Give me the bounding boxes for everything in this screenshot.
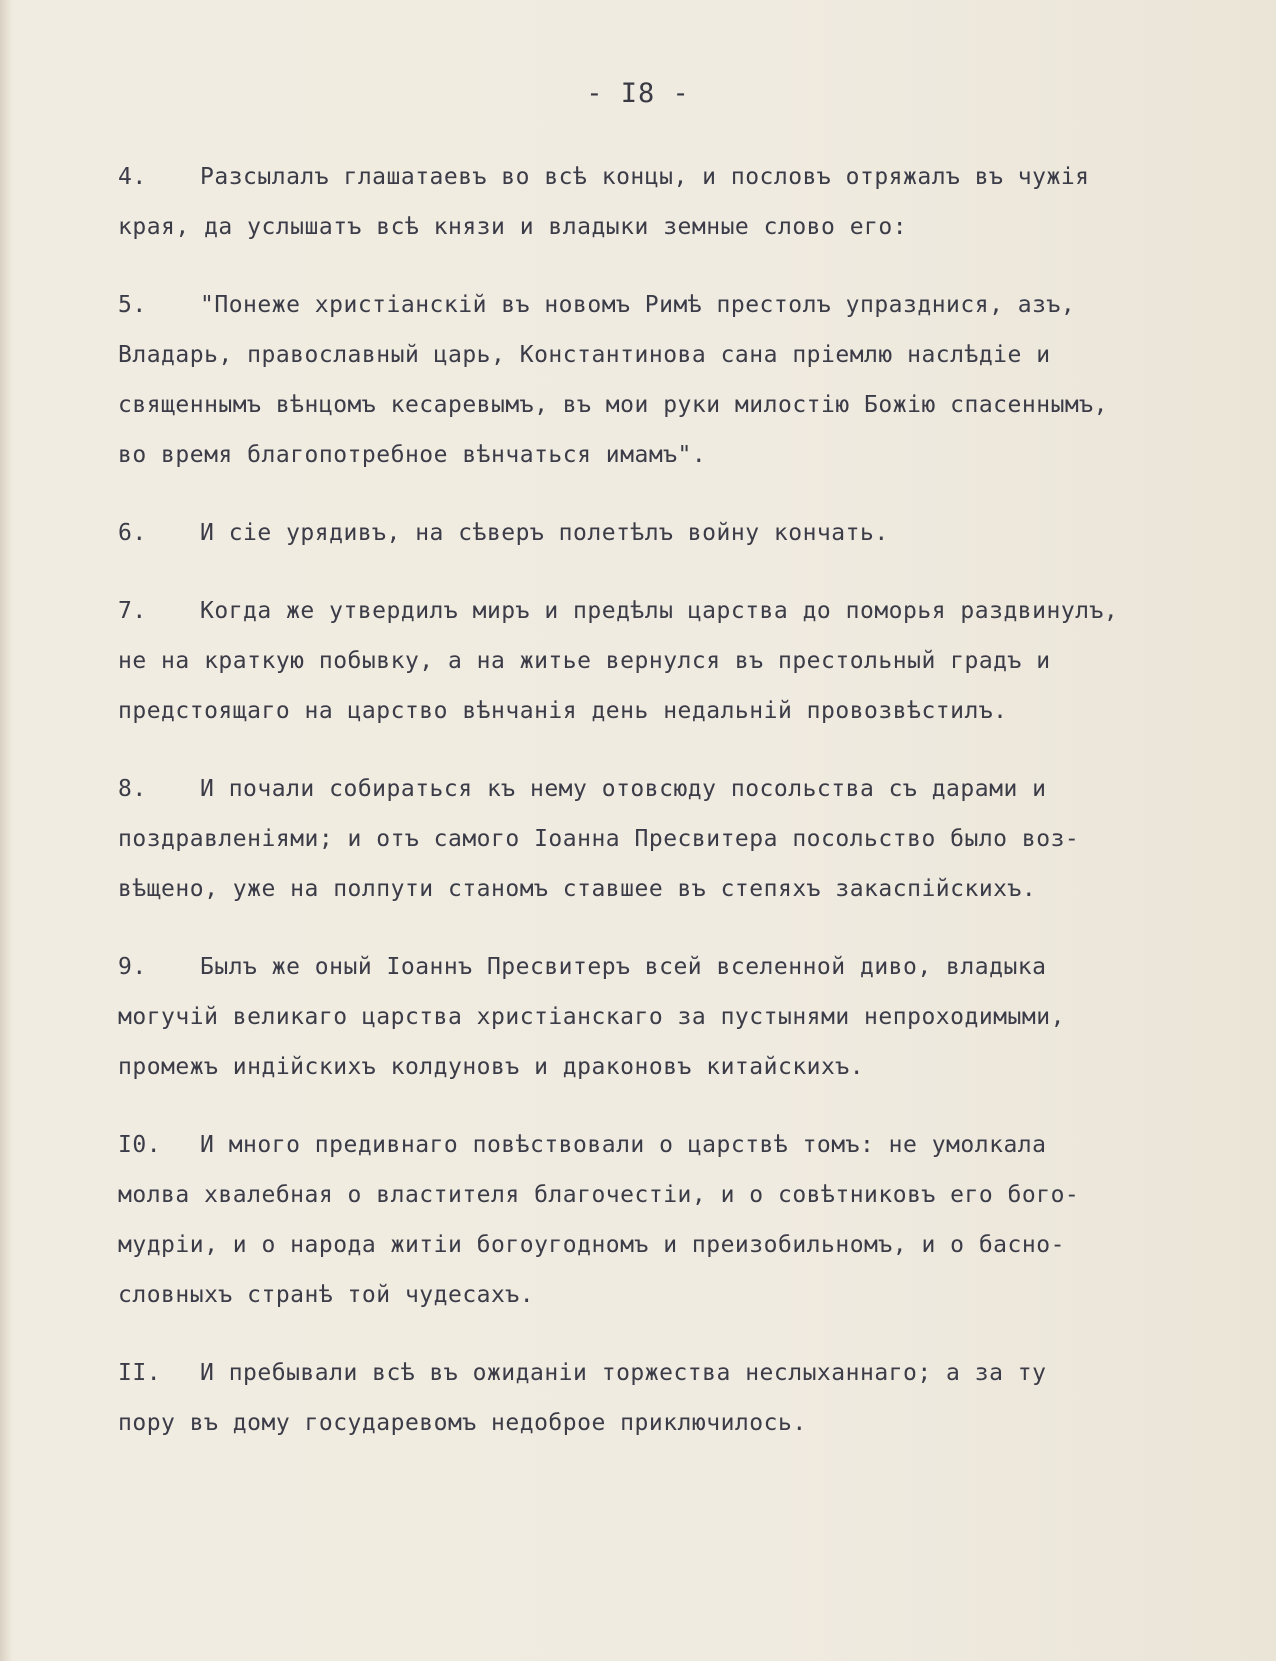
paragraph-9 — [118, 942, 1268, 1092]
text-line: Владарь, православный царь, Константинова сана пріемлю наслѣдіе и — [118, 342, 1051, 368]
text-line: И сіе урядивъ, на сѣверъ полетѣлъ войну кончать. — [200, 520, 889, 546]
paragraph-5 — [118, 280, 1268, 480]
text-line: И почали собираться къ нему отовсюду посольства съ дарами и — [200, 776, 1047, 802]
paragraph-6 — [118, 508, 1268, 558]
text-line: края, да услышатъ всѣ князи и владыки земные слово его: — [118, 214, 908, 240]
text-line: во время благопотребное вѣнчаться имамъ". — [118, 442, 707, 468]
text-line: словныхъ странѣ той чудесахъ. — [118, 1282, 535, 1308]
text-line: Разсылалъ глашатаевъ во всѣ концы, и пословъ отряжалъ въ чужія — [200, 164, 1090, 190]
page-number: - I8 - — [586, 78, 690, 109]
text-line: могучій великаго царства христіанскаго за пустынями непроходимыми, — [118, 1004, 1065, 1030]
text-line: молва хвалебная о властителя благочестіи, и о совѣтниковъ его бого- — [118, 1182, 1080, 1208]
paragraph-number: 9. — [118, 954, 147, 980]
text-line: вѣщено, уже на полпути станомъ ставшее въ степяхъ закаспійскихъ. — [118, 876, 1037, 902]
text-line: не на краткую побывку, а на житье вернулся въ престольный градъ и — [118, 648, 1051, 674]
text-line: мудріи, и о народа житіи богоугодномъ и преизобильномъ, и о басно- — [118, 1232, 1065, 1258]
text-line: И пребывали всѣ въ ожиданіи торжества неслыханнаго; а за ту — [200, 1360, 1047, 1386]
paragraph-number: 8. — [118, 776, 147, 802]
paragraph-number: 4. — [118, 164, 147, 190]
paragraph-4 — [118, 152, 1268, 252]
paragraph-number: II. — [118, 1360, 162, 1386]
text-line: И много предивнаго повѣствовали о царствѣ томъ: не умолкала — [200, 1132, 1047, 1158]
text-line: Былъ же оный Іоаннъ Пресвитеръ всей вселенной диво, владыка — [200, 954, 1047, 980]
paragraph-number: 6. — [118, 520, 147, 546]
text-line: поздравленіями; и отъ самого Іоанна Пресвитера посольство было воз- — [118, 826, 1080, 852]
text-line: Когда же утвердилъ миръ и предѣлы царства до поморья раздвинулъ, — [200, 598, 1119, 624]
text-line: пору въ дому государевомъ недоброе приключилось. — [118, 1410, 807, 1436]
text-line: священнымъ вѣнцомъ кесаревымъ, въ мои руки милостію Божію спасеннымъ, — [118, 392, 1108, 418]
paragraph-number: I0. — [118, 1132, 162, 1158]
paragraph-number: 5. — [118, 292, 147, 318]
paragraph-7 — [118, 586, 1268, 736]
paragraph-11 — [118, 1348, 1268, 1448]
text-line: "Понеже христіанскій въ новомъ Римѣ престолъ упразднися, азъ, — [200, 292, 1076, 318]
paragraph-10 — [118, 1120, 1268, 1320]
text-line: предстоящаго на царство вѣнчанія день недальній провозвѣстилъ. — [118, 698, 1008, 724]
paragraph-number: 7. — [118, 598, 147, 624]
document-body — [118, 152, 1268, 1476]
text-line: промежъ индійскихъ колдуновъ и драконовъ китайскихъ. — [118, 1054, 865, 1080]
paragraph-8 — [118, 764, 1268, 914]
page-fold-shadow — [0, 0, 10, 1661]
